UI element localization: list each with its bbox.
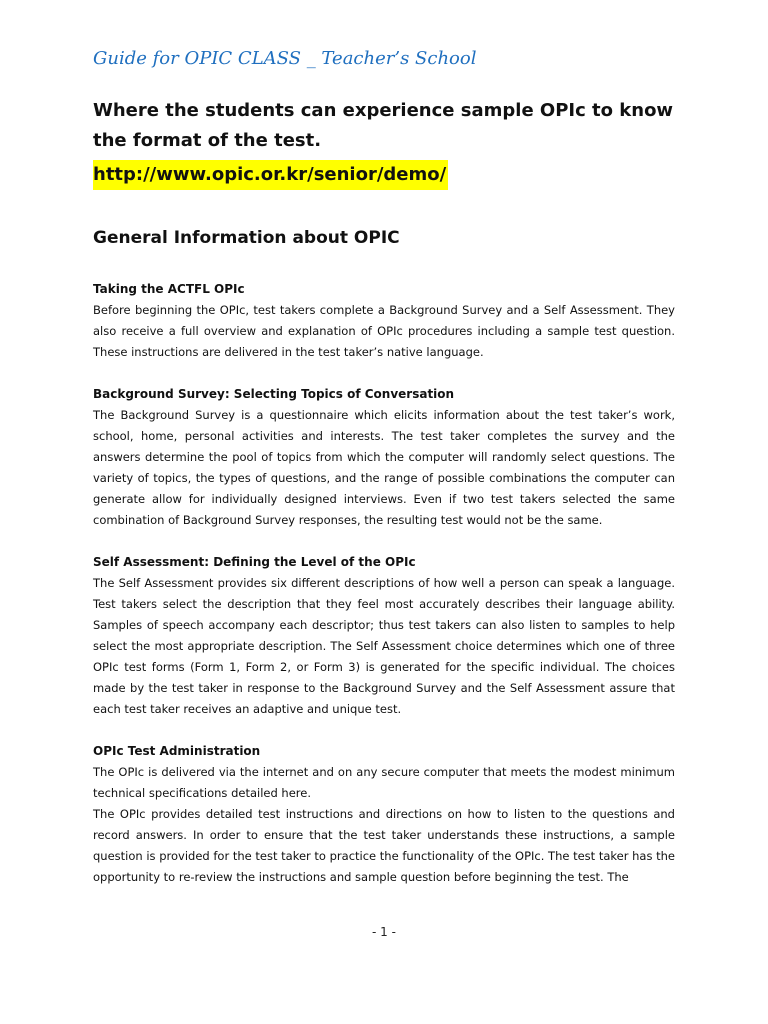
section-background-survey bbox=[93, 384, 675, 531]
section-heading: Self Assessment: Defining the Level of the OPIc bbox=[93, 555, 416, 569]
section-paragraph: The Background Survey is a questionnaire which elicits information about the test taker’s work, school, home, personal activities and interests. The test taker completes the survey and the answers determine the pool of topics from which the computer will randomly select questions. The variety of topics, the types of questions, and the range of possible combinations the computer can generate allow for individually designed interviews. Even if two test takers selected the same combination of Background Survey responses, the resulting test would not be the same. bbox=[93, 408, 675, 527]
section-paragraph: Before beginning the OPIc, test takers complete a Background Survey and a Self Assessment. They also receive a full overview and explanation of OPIc procedures including a sample test question. These instructions are delivered in the test taker’s native language. bbox=[93, 303, 675, 359]
section-test-administration bbox=[93, 741, 675, 888]
section-heading: Background Survey: Selecting Topics of Conversation bbox=[93, 387, 455, 401]
section-paragraph: The OPIc is delivered via the internet and on any secure computer that meets the modest minimum technical specifications detailed here. bbox=[93, 765, 675, 800]
document-header-title: Guide for OPIC CLASS _ Teacher’s School bbox=[93, 48, 477, 69]
page-number: - 1 - bbox=[372, 925, 396, 939]
intro-line-1: Where the students can experience sample OPIc to know bbox=[93, 100, 674, 121]
general-info-heading: General Information about OPIC bbox=[93, 228, 400, 248]
intro-line-2: the format of the test. bbox=[93, 130, 322, 151]
url-container bbox=[93, 160, 675, 190]
section-paragraph: The OPIc provides detailed test instructions and directions on how to listen to the questions and record answers. In order to ensure that the test taker understands these instructions, a sample question is provided for the test taker to practice the functionality of the OPIc. The test taker has the opportunity to re-review the instructions and sample question before beginning the test. The bbox=[93, 807, 675, 884]
section-heading: Taking the ACTFL OPIc bbox=[93, 282, 245, 296]
demo-url-link[interactable]: http://www.opic.or.kr/senior/demo/ bbox=[93, 160, 448, 190]
section-heading: OPIc Test Administration bbox=[93, 744, 261, 758]
section-paragraph: The Self Assessment provides six different descriptions of how well a person can speak a language. Test takers select the description that they feel most accurately describes their language ability. Samples of speech accompany each descriptor; thus test takers can also listen to samples to help select the most appropriate description. The Self Assessment choice determines which one of three OPIc test forms (Form 1, Form 2, or Form 3) is generated for the specific individual. The choices made by the test taker in response to the Background Survey and the Self Assessment assure that each test taker receives an adaptive and unique test. bbox=[93, 576, 675, 716]
section-self-assessment bbox=[93, 552, 675, 720]
document-page bbox=[93, 46, 675, 909]
section-taking-opic bbox=[93, 279, 675, 363]
